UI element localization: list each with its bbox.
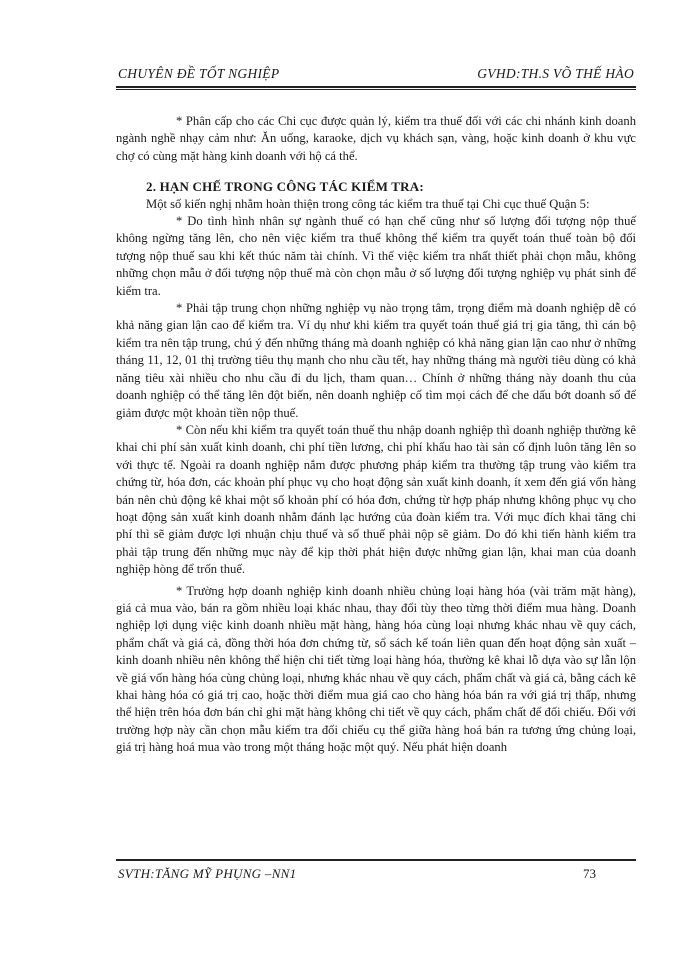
footer-student: SVTH:TĂNG MỸ PHỤNG –NN1 xyxy=(118,866,297,881)
header-document-title: CHUYÊN ĐỀ TỐT NGHIỆP xyxy=(118,66,280,81)
paragraph-delegation: * Phân cấp cho các Chi cục được quản lý, kiểm tra thuế đối với các chi nhánh kinh doanh ngành nghề nhạy cảm như: Ăn uống, karaoke, dịch vụ khách sạn, vàng, hoặc kinh doanh ở khu vực chợ có cùng mặt hàng kinh doanh với hộ cá thể. xyxy=(116,114,636,163)
header-rule-thin xyxy=(116,89,636,90)
paragraph-multi-goods: * Trường hợp doanh nghiệp kinh doanh nhiều chủng loại hàng hóa (vài trăm mặt hàng), giá cả mua vào, bán ra gồm nhiều loại khác nhau, thay đổi tùy theo từng thời điểm mua hàng. Doanh nghiệp lợi dụng việc kinh doanh nhiều mặt hàng, hàng hóa cùng loại nhưng khác nhau về quy cách, phẩm chất và giá cả, đồng thời hóa đơn chứng từ, sổ sách kế toán liên quan đến hoạt động sản xuất – kinh doanh nhiều nên không thể hiện chi tiết từng loại hàng hóa, thường kê khai lỗ dựa vào sự lẫn lộn về giá vốn hàng hóa cùng chủng loại, nhưng khác nhau về quy cách, phẩm chất và giá cả, bằng cách kê khai hàng hóa có giá trị cao, hoặc thời điểm mua giá cao cho hàng hóa bán ra với giá trị thấp, nhưng thể hiện trên hóa đơn bán chỉ ghi mặt hàng không chi tiết về quy cách, phẩm chất để đối chiếu. Đối với trường hợp này cần chọn mẫu kiểm tra đối chiếu cụ thể giữa hàng hoá bán ra tương ứng chủng loại, giá trị hàng hoá mua vào trong một tháng hoặc một quý. Nếu phát hiện doanh xyxy=(116,583,636,755)
paragraph-sampling: * Do tình hình nhân sự ngành thuế có hạn chế cũng như số lượng đối tượng nộp thuế không ngừng tăng lên, cho nên việc kiểm tra thuế không thể kiểm tra quyết toán thuế toàn bộ đối tượng nộp thuế sau khi kết thúc năm tài chính. Vì thế việc kiểm tra nhất thiết phải chọn mẫu, không những chọn mẫu ở đối tượng nộp thuế mà còn chọn mẫu ở số lượng đối tượng nghiệp vụ phát sinh để kiểm tra. xyxy=(116,214,636,298)
paragraph-income-tax: * Còn nếu khi kiểm tra quyết toán thuế thu nhập doanh nghiệp thì doanh nghiệp thường kê khai chi phí sản xuất kinh doanh, chi phí tiền lương, chi phí khấu hao tài sản cố định luôn tăng lên so với thực tế. Ngoài ra doanh nghiệp nắm được phương pháp kiểm tra thường tập trung vào kiểm tra chứng từ, hóa đơn, các khoản phí phục vụ cho hoạt động sản xuất kinh doanh, ít xem đến giá vốn hàng bán nên chủ động kê khai một số khoản phí có hóa đơn, chứng từ hợp pháp nhưng không phục vụ cho hoạt động sản xuất kinh doanh nhằm đánh lạc hướng của đoàn kiểm tra. Với mục đích khai tăng chi phí thì sẽ giảm được lợi nhuận chịu thuế và số thuế phải nộp sẽ giảm. Do đó khi tiến hành kiểm tra phải tập trung đến những mục này để kịp thời phát hiện được những gian lận, khai man của doanh nghiệp hòng để trốn thuế. xyxy=(116,422,636,577)
paragraph-intro: Một số kiến nghị nhằm hoàn thiện trong công tác kiểm tra thuế tại Chi cục thuế Quận 5: xyxy=(146,196,590,211)
header-supervisor: GVHD:TH.S VÕ THẾ HÀO xyxy=(477,66,634,81)
paragraph-focus: * Phải tập trung chọn những nghiệp vụ nào trọng tâm, trọng điểm mà doanh nghiệp dễ có khả năng gian lận cao để kiểm tra. Ví dụ như khi kiểm tra quyết toán thuế giá trị gia tăng, thì cán bộ kiểm tra nên tập trung, chú ý đến những tháng mà doanh nghiệp có khả năng gian lận cao như ở những tháng 11, 12, 01 thị trường tiêu thụ mạnh cho nhu cầu tết, hay những tháng mà người tiêu dùng có khả năng tiêu xài nhiều cho nhu cầu đi du lịch, tham quan… Chính ở những tháng này doanh thu của doanh nghiệp có thể tăng lên đột biến, nên doanh nghiệp cố tìm mọi cách để che dấu bớt doanh số để giảm được một khoản tiền nộp thuế. xyxy=(116,301,636,420)
page-body xyxy=(116,113,636,757)
section-heading: 2. HẠN CHẾ TRONG CÔNG TÁC KIỂM TRA: xyxy=(146,179,424,195)
page-header xyxy=(116,64,636,86)
page-number: 73 xyxy=(583,866,596,881)
page-footer xyxy=(116,863,636,883)
header-rule-thick xyxy=(116,86,636,88)
footer-rule xyxy=(116,859,636,861)
